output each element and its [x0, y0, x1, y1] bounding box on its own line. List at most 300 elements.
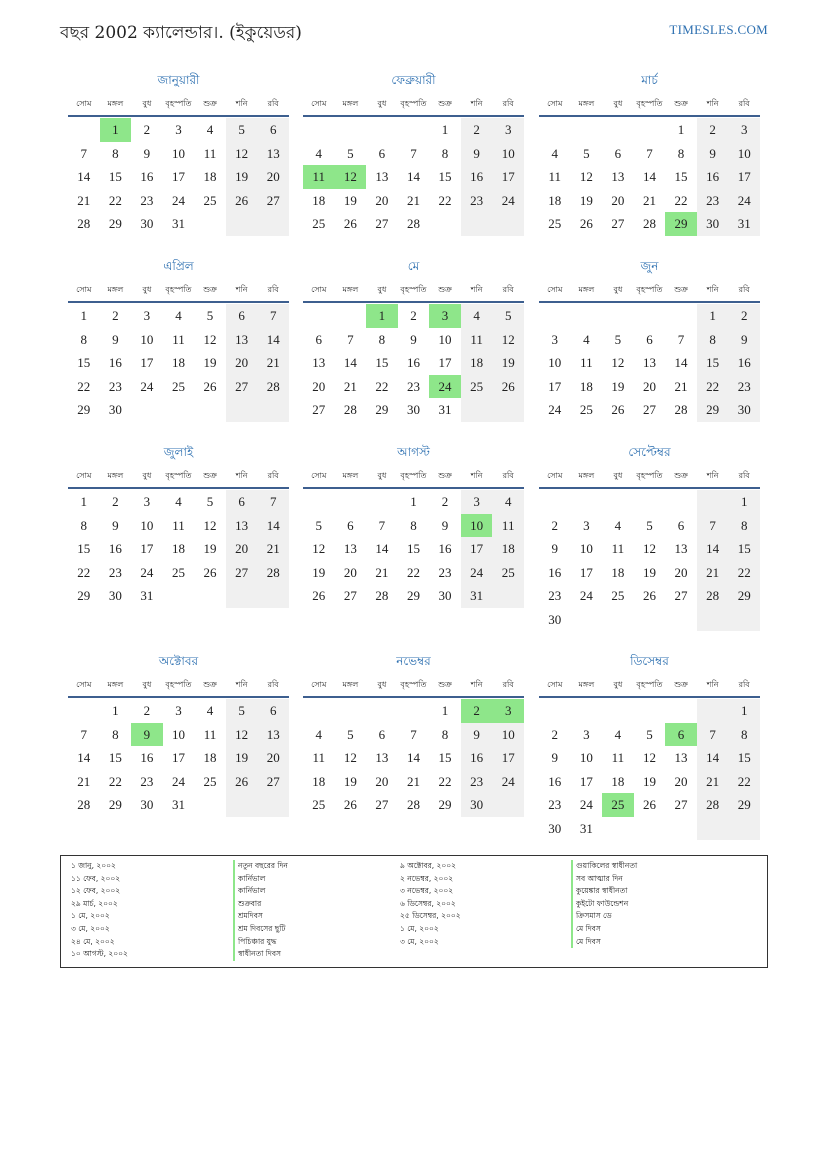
day-cell: 11	[611, 541, 625, 556]
day-cell: 13	[266, 726, 280, 742]
day-cell: 15	[108, 169, 122, 184]
day-cell: 30	[470, 797, 484, 812]
day-cell: 12	[501, 331, 515, 347]
weekday-label: শনি	[235, 99, 248, 108]
brand-link[interactable]: TIMESLES.COM	[669, 22, 768, 37]
day-cell: 6	[378, 145, 386, 161]
day-cell: 11	[501, 517, 515, 533]
day-cell: 23	[140, 192, 154, 208]
day-cell: 14	[642, 169, 656, 184]
day-cell: 11	[203, 726, 217, 742]
day-cell: 25	[312, 797, 326, 812]
weekday-label: বৃহস্পতি	[636, 99, 663, 108]
day-cell: 30	[706, 216, 720, 231]
day-cell: 23	[438, 564, 452, 580]
day-cell: 14	[266, 517, 280, 533]
day-cell: 27	[674, 588, 688, 603]
day-cell: 15	[737, 750, 751, 765]
day-cell: 26	[203, 378, 217, 394]
day-cell: 30	[406, 402, 420, 417]
day-cell: 17	[501, 169, 515, 184]
day-cell: 5	[238, 122, 245, 137]
day-cell: 3	[504, 122, 512, 137]
day-cell: 24	[579, 797, 593, 812]
day-cell: 16	[548, 773, 562, 789]
holiday-day-cell: 24	[429, 375, 461, 399]
day-cell: 20	[266, 750, 280, 765]
day-cell: 20	[642, 378, 656, 394]
day-cell: 17	[171, 750, 185, 765]
day-cell: 26	[235, 773, 249, 789]
day-cell: 23	[140, 773, 154, 789]
day-cell: 27	[235, 378, 249, 394]
day-cell: 5	[646, 517, 653, 533]
day-cell: 20	[375, 773, 389, 789]
day-cell: 29	[706, 402, 720, 417]
day-cell: 10	[501, 145, 515, 161]
day-cell: 15	[375, 355, 389, 370]
weekday-label: শুক্র	[438, 99, 452, 108]
weekday-label: মঙ্গল	[342, 471, 359, 480]
day-cell: 18	[470, 355, 484, 370]
day-cell: 14	[406, 169, 420, 184]
day-cell: 30	[140, 797, 154, 812]
day-cell: 21	[642, 192, 656, 208]
holiday-date: ২৯ মার্চ, ২০০২	[71, 898, 118, 908]
day-cell: 24	[501, 773, 515, 789]
month-name: জানুয়ারী	[157, 73, 200, 87]
weekday-label: মঙ্গল	[342, 99, 359, 108]
month-name: জুন	[640, 259, 659, 273]
day-cell: 19	[235, 169, 249, 184]
day-cell: 19	[579, 192, 593, 208]
holiday-day-cell: 10	[461, 514, 493, 538]
day-cell: 28	[77, 216, 91, 231]
weekday-label: মঙ্গল	[342, 680, 359, 689]
day-cell: 8	[410, 517, 417, 533]
weekday-label: সোম	[547, 99, 563, 108]
weekday-label: শনি	[470, 285, 483, 294]
day-cell: 14	[266, 331, 280, 347]
day-cell: 21	[343, 378, 357, 394]
holiday-date-column	[71, 860, 128, 961]
day-cell: 21	[406, 773, 420, 789]
day-cell: 29	[77, 402, 91, 417]
weekday-label: বুধ	[613, 680, 623, 689]
day-cell: 2	[441, 494, 449, 509]
weekday-label: বৃহস্পতি	[400, 99, 427, 108]
weekday-label: শুক্র	[674, 680, 688, 689]
holiday-name: শুক্রবার	[233, 898, 288, 911]
day-cell: 2	[740, 308, 748, 323]
weekday-label: বৃহস্পতি	[165, 471, 192, 480]
day-cell: 2	[143, 703, 151, 718]
weekday-label: সোম	[311, 471, 327, 480]
weekday-header	[68, 98, 289, 117]
day-cell: 18	[611, 773, 625, 789]
day-cell: 12	[235, 145, 249, 161]
day-cell: 23	[737, 378, 751, 394]
day-cell: 25	[203, 773, 217, 789]
day-cell: 9	[551, 750, 559, 765]
day-cell: 15	[406, 541, 420, 556]
day-cell: 11	[172, 517, 185, 533]
day-cell: 22	[77, 378, 91, 394]
day-cell: 24	[171, 773, 185, 789]
weekday-label: শুক্র	[203, 680, 217, 689]
day-cell: 8	[80, 331, 88, 347]
day-cell: 29	[406, 588, 420, 603]
holiday-name-column	[233, 860, 288, 961]
day-cell: 31	[737, 216, 751, 231]
day-cell: 15	[706, 355, 720, 370]
day-cell: 29	[77, 588, 91, 603]
day-cell: 8	[378, 331, 386, 347]
day-cell: 14	[674, 355, 688, 370]
weekday-label: বৃহস্পতি	[400, 471, 427, 480]
day-cell: 12	[203, 517, 217, 533]
day-cell: 2	[551, 726, 559, 742]
weekday-label: শনি	[470, 471, 483, 480]
holiday-day-cell: 9	[131, 723, 163, 747]
day-cell: 6	[238, 308, 245, 323]
day-cell: 8	[740, 517, 748, 533]
day-cell: 8	[441, 726, 449, 742]
day-cell: 25	[171, 564, 185, 580]
day-cell: 19	[642, 564, 656, 580]
day-cell: 9	[473, 726, 480, 742]
weekday-header	[303, 470, 524, 489]
day-cell: 27	[611, 216, 625, 231]
weekday-label: বুধ	[142, 285, 152, 294]
day-cell: 23	[108, 378, 122, 394]
weekday-label: বুধ	[613, 99, 623, 108]
day-cell: 16	[706, 169, 720, 184]
day-cell: 3	[143, 308, 151, 323]
day-cell: 21	[266, 355, 280, 370]
day-cell: 8	[112, 145, 119, 161]
day-cell: 6	[269, 703, 277, 718]
day-cell: 4	[206, 703, 214, 718]
day-cell: 31	[171, 216, 185, 231]
day-cell: 22	[737, 773, 751, 789]
day-cell: 1	[410, 494, 417, 509]
day-cell: 9	[441, 517, 449, 533]
day-cell: 20	[375, 192, 389, 208]
day-cell: 9	[112, 517, 119, 533]
day-cell: 12	[579, 169, 593, 184]
day-cell: 26	[501, 378, 515, 394]
day-cell: 13	[266, 145, 280, 161]
day-cell: 25	[579, 402, 593, 417]
day-cell: 14	[375, 541, 389, 556]
holiday-name: কার্নিভাল	[233, 885, 288, 898]
day-cell: 5	[206, 308, 214, 323]
day-cell: 14	[77, 169, 91, 184]
day-cell: 3	[583, 726, 590, 742]
weekday-label: বৃহস্পতি	[165, 285, 192, 294]
day-cell: 20	[266, 169, 280, 184]
weekday-label: সোম	[311, 680, 327, 689]
day-cell: 3	[740, 122, 748, 137]
day-cell: 12	[343, 750, 357, 765]
day-cell: 26	[343, 797, 357, 812]
weekday-label: শনি	[235, 285, 248, 294]
day-cell: 30	[108, 588, 122, 603]
day-cell: 20	[611, 192, 625, 208]
weekday-label: সোম	[547, 471, 563, 480]
day-cell: 1	[677, 122, 685, 137]
month-name: মার্চ	[641, 73, 658, 87]
day-cell: 24	[579, 588, 593, 603]
day-cell: 23	[548, 588, 562, 603]
weekday-label: বৃহস্পতি	[636, 471, 663, 480]
day-cell: 7	[709, 517, 716, 533]
day-cell: 23	[108, 564, 122, 580]
weekday-label: রবি	[738, 99, 750, 108]
weekday-label: শনি	[470, 99, 483, 108]
month-name: ডিসেম্বর	[630, 654, 669, 668]
month-name: সেপ্টেম্বর	[628, 445, 671, 459]
holiday-name: ক্রিসমাস ডে	[571, 910, 637, 923]
day-cell: 25	[501, 564, 515, 580]
day-cell: 28	[343, 402, 357, 417]
day-cell: 13	[312, 355, 326, 370]
day-cell: 19	[203, 355, 217, 370]
day-cell: 14	[406, 750, 420, 765]
holiday-name: মে দিবস	[571, 936, 637, 949]
weekday-label: মঙ্গল	[578, 471, 595, 480]
day-cell: 22	[108, 192, 122, 208]
holiday-name: শ্রমদিবস	[233, 910, 288, 923]
day-cell: 21	[674, 378, 688, 394]
day-cell: 22	[674, 192, 688, 208]
day-cell: 28	[406, 797, 420, 812]
day-cell: 22	[77, 564, 91, 580]
day-cell: 26	[579, 216, 593, 231]
weekday-label: বৃহস্পতি	[400, 285, 427, 294]
day-cell: 6	[614, 145, 622, 161]
day-cell: 1	[709, 308, 716, 323]
day-cell: 31	[140, 588, 154, 603]
day-cell: 7	[80, 726, 88, 742]
day-cell: 6	[378, 726, 386, 742]
day-cell: 10	[548, 355, 562, 370]
day-cell: 7	[269, 494, 277, 509]
day-cell: 1	[441, 703, 449, 718]
day-cell: 11	[548, 169, 562, 184]
day-cell: 10	[579, 541, 593, 556]
day-cell: 7	[709, 726, 716, 742]
day-cell: 5	[315, 517, 323, 533]
day-cell: 5	[583, 145, 590, 161]
day-cell: 7	[410, 726, 417, 742]
holiday-date-column	[400, 860, 461, 948]
holiday-date: ১০ আগস্ট, ২০০২	[71, 949, 128, 959]
day-cell: 15	[438, 169, 452, 184]
holiday-date: ২৫ ডিসেম্বর, ২০০২	[400, 911, 461, 921]
holiday-name: গুয়াকিলের স্বাধীনতা	[571, 860, 637, 873]
day-cell: 12	[235, 726, 249, 742]
day-cell: 15	[77, 541, 91, 556]
day-cell: 11	[611, 750, 625, 765]
day-cell: 16	[140, 169, 154, 184]
day-cell: 18	[611, 564, 625, 580]
weekday-label: রবি	[738, 471, 750, 480]
day-cell: 5	[504, 308, 512, 323]
day-cell: 11	[470, 331, 483, 347]
day-cell: 26	[203, 564, 217, 580]
holiday-day-cell: 6	[665, 723, 697, 747]
day-cell: 15	[438, 750, 452, 765]
holiday-date: ২৪ মে, ২০০২	[71, 936, 115, 946]
day-cell: 17	[470, 541, 484, 556]
day-cell: 23	[470, 192, 484, 208]
day-cell: 10	[737, 145, 751, 161]
day-cell: 23	[548, 797, 562, 812]
day-cell: 5	[347, 145, 354, 161]
day-cell: 1	[740, 494, 748, 509]
day-cell: 28	[375, 588, 389, 603]
day-cell: 1	[740, 703, 748, 718]
day-cell: 21	[706, 564, 720, 580]
day-cell: 8	[709, 331, 716, 347]
day-cell: 19	[343, 192, 357, 208]
day-cell: 18	[171, 541, 185, 556]
day-cell: 10	[579, 750, 593, 765]
day-cell: 2	[143, 122, 151, 137]
day-cell: 25	[312, 216, 326, 231]
day-cell: 2	[112, 494, 119, 509]
day-cell: 20	[343, 564, 357, 580]
holiday-name: নতুন বছরের দিন	[233, 860, 288, 873]
weekday-label: রবি	[267, 285, 279, 294]
day-cell: 19	[343, 773, 357, 789]
day-cell: 28	[266, 378, 280, 394]
month-name: অক্টোবর	[158, 654, 199, 668]
day-cell: 8	[740, 726, 748, 742]
day-cell: 8	[80, 517, 88, 533]
day-cell: 17	[737, 169, 751, 184]
holiday-name: মে দিবস	[571, 923, 637, 936]
day-cell: 28	[642, 216, 656, 231]
weekday-label: মঙ্গল	[578, 285, 595, 294]
day-cell: 3	[175, 122, 182, 137]
day-cell: 17	[171, 169, 185, 184]
weekday-label: রবি	[267, 471, 279, 480]
day-cell: 21	[266, 541, 280, 556]
day-cell: 14	[706, 750, 720, 765]
day-cell: 21	[375, 564, 389, 580]
day-cell: 6	[646, 331, 653, 347]
weekday-label: শুক্র	[674, 99, 688, 108]
weekday-header	[303, 98, 524, 117]
weekday-header	[539, 470, 760, 489]
day-cell: 18	[203, 169, 217, 184]
weekday-header	[68, 679, 289, 698]
day-cell: 27	[642, 402, 656, 417]
day-cell: 5	[206, 494, 214, 509]
holiday-date: ৯ অক্টোবর, ২০০২	[400, 861, 457, 870]
day-cell: 12	[203, 331, 217, 347]
weekday-label: শনি	[235, 680, 248, 689]
day-cell: 26	[235, 192, 249, 208]
holiday-date: ১১ ফেব, ২০০২	[71, 873, 121, 883]
weekday-label: মঙ্গল	[107, 99, 124, 108]
day-cell: 27	[375, 797, 389, 812]
day-cell: 20	[674, 564, 688, 580]
day-cell: 6	[677, 517, 685, 533]
weekday-label: সোম	[76, 471, 92, 480]
weekday-label: মঙ্গল	[578, 680, 595, 689]
weekday-label: রবি	[267, 680, 279, 689]
day-cell: 22	[438, 192, 452, 208]
weekday-header	[303, 284, 524, 303]
day-cell: 4	[614, 726, 622, 742]
day-cell: 15	[108, 750, 122, 765]
weekday-label: মঙ্গল	[342, 285, 359, 294]
weekday-label: রবি	[502, 99, 514, 108]
day-cell: 20	[235, 355, 249, 370]
day-cell: 1	[441, 122, 449, 137]
day-cell: 8	[112, 726, 119, 742]
day-cell: 12	[642, 750, 656, 765]
day-cell: 27	[266, 773, 280, 789]
day-cell: 23	[470, 773, 484, 789]
day-cell: 17	[579, 564, 593, 580]
day-cell: 31	[438, 402, 452, 417]
weekday-label: বৃহস্পতি	[165, 680, 192, 689]
day-cell: 1	[80, 308, 88, 323]
day-cell: 2	[551, 517, 559, 533]
day-cell: 8	[677, 145, 685, 161]
day-cell: 18	[501, 541, 515, 556]
weekday-label: বৃহস্পতি	[400, 680, 427, 689]
day-cell: 2	[709, 122, 716, 137]
day-cell: 22	[406, 564, 420, 580]
day-cell: 24	[171, 192, 185, 208]
day-cell: 19	[203, 541, 217, 556]
day-cell: 12	[611, 355, 625, 370]
day-cell: 18	[203, 750, 217, 765]
day-cell: 3	[143, 494, 151, 509]
day-cell: 10	[140, 331, 154, 347]
day-cell: 6	[238, 494, 245, 509]
day-cell: 13	[642, 355, 656, 370]
day-cell: 17	[548, 378, 562, 394]
day-cell: 24	[501, 192, 515, 208]
day-cell: 22	[438, 773, 452, 789]
day-cell: 27	[235, 564, 249, 580]
day-cell: 31	[171, 797, 185, 812]
day-cell: 20	[674, 773, 688, 789]
day-cell: 7	[347, 331, 354, 347]
day-cell: 8	[441, 145, 449, 161]
day-cell: 25	[611, 588, 625, 603]
day-cell: 18	[171, 355, 185, 370]
day-cell: 5	[614, 331, 622, 347]
month-name: জুলাই	[163, 445, 194, 459]
weekday-header	[68, 470, 289, 489]
holiday-date: ৬ ডিসেম্বর, ২০০২	[400, 898, 456, 908]
day-cell: 7	[677, 331, 685, 347]
weekday-label: বুধ	[377, 99, 387, 108]
day-cell: 21	[77, 192, 91, 208]
day-cell: 4	[614, 517, 622, 533]
day-cell: 31	[579, 820, 593, 836]
weekday-label: সোম	[311, 99, 327, 108]
day-cell: 10	[438, 331, 452, 347]
